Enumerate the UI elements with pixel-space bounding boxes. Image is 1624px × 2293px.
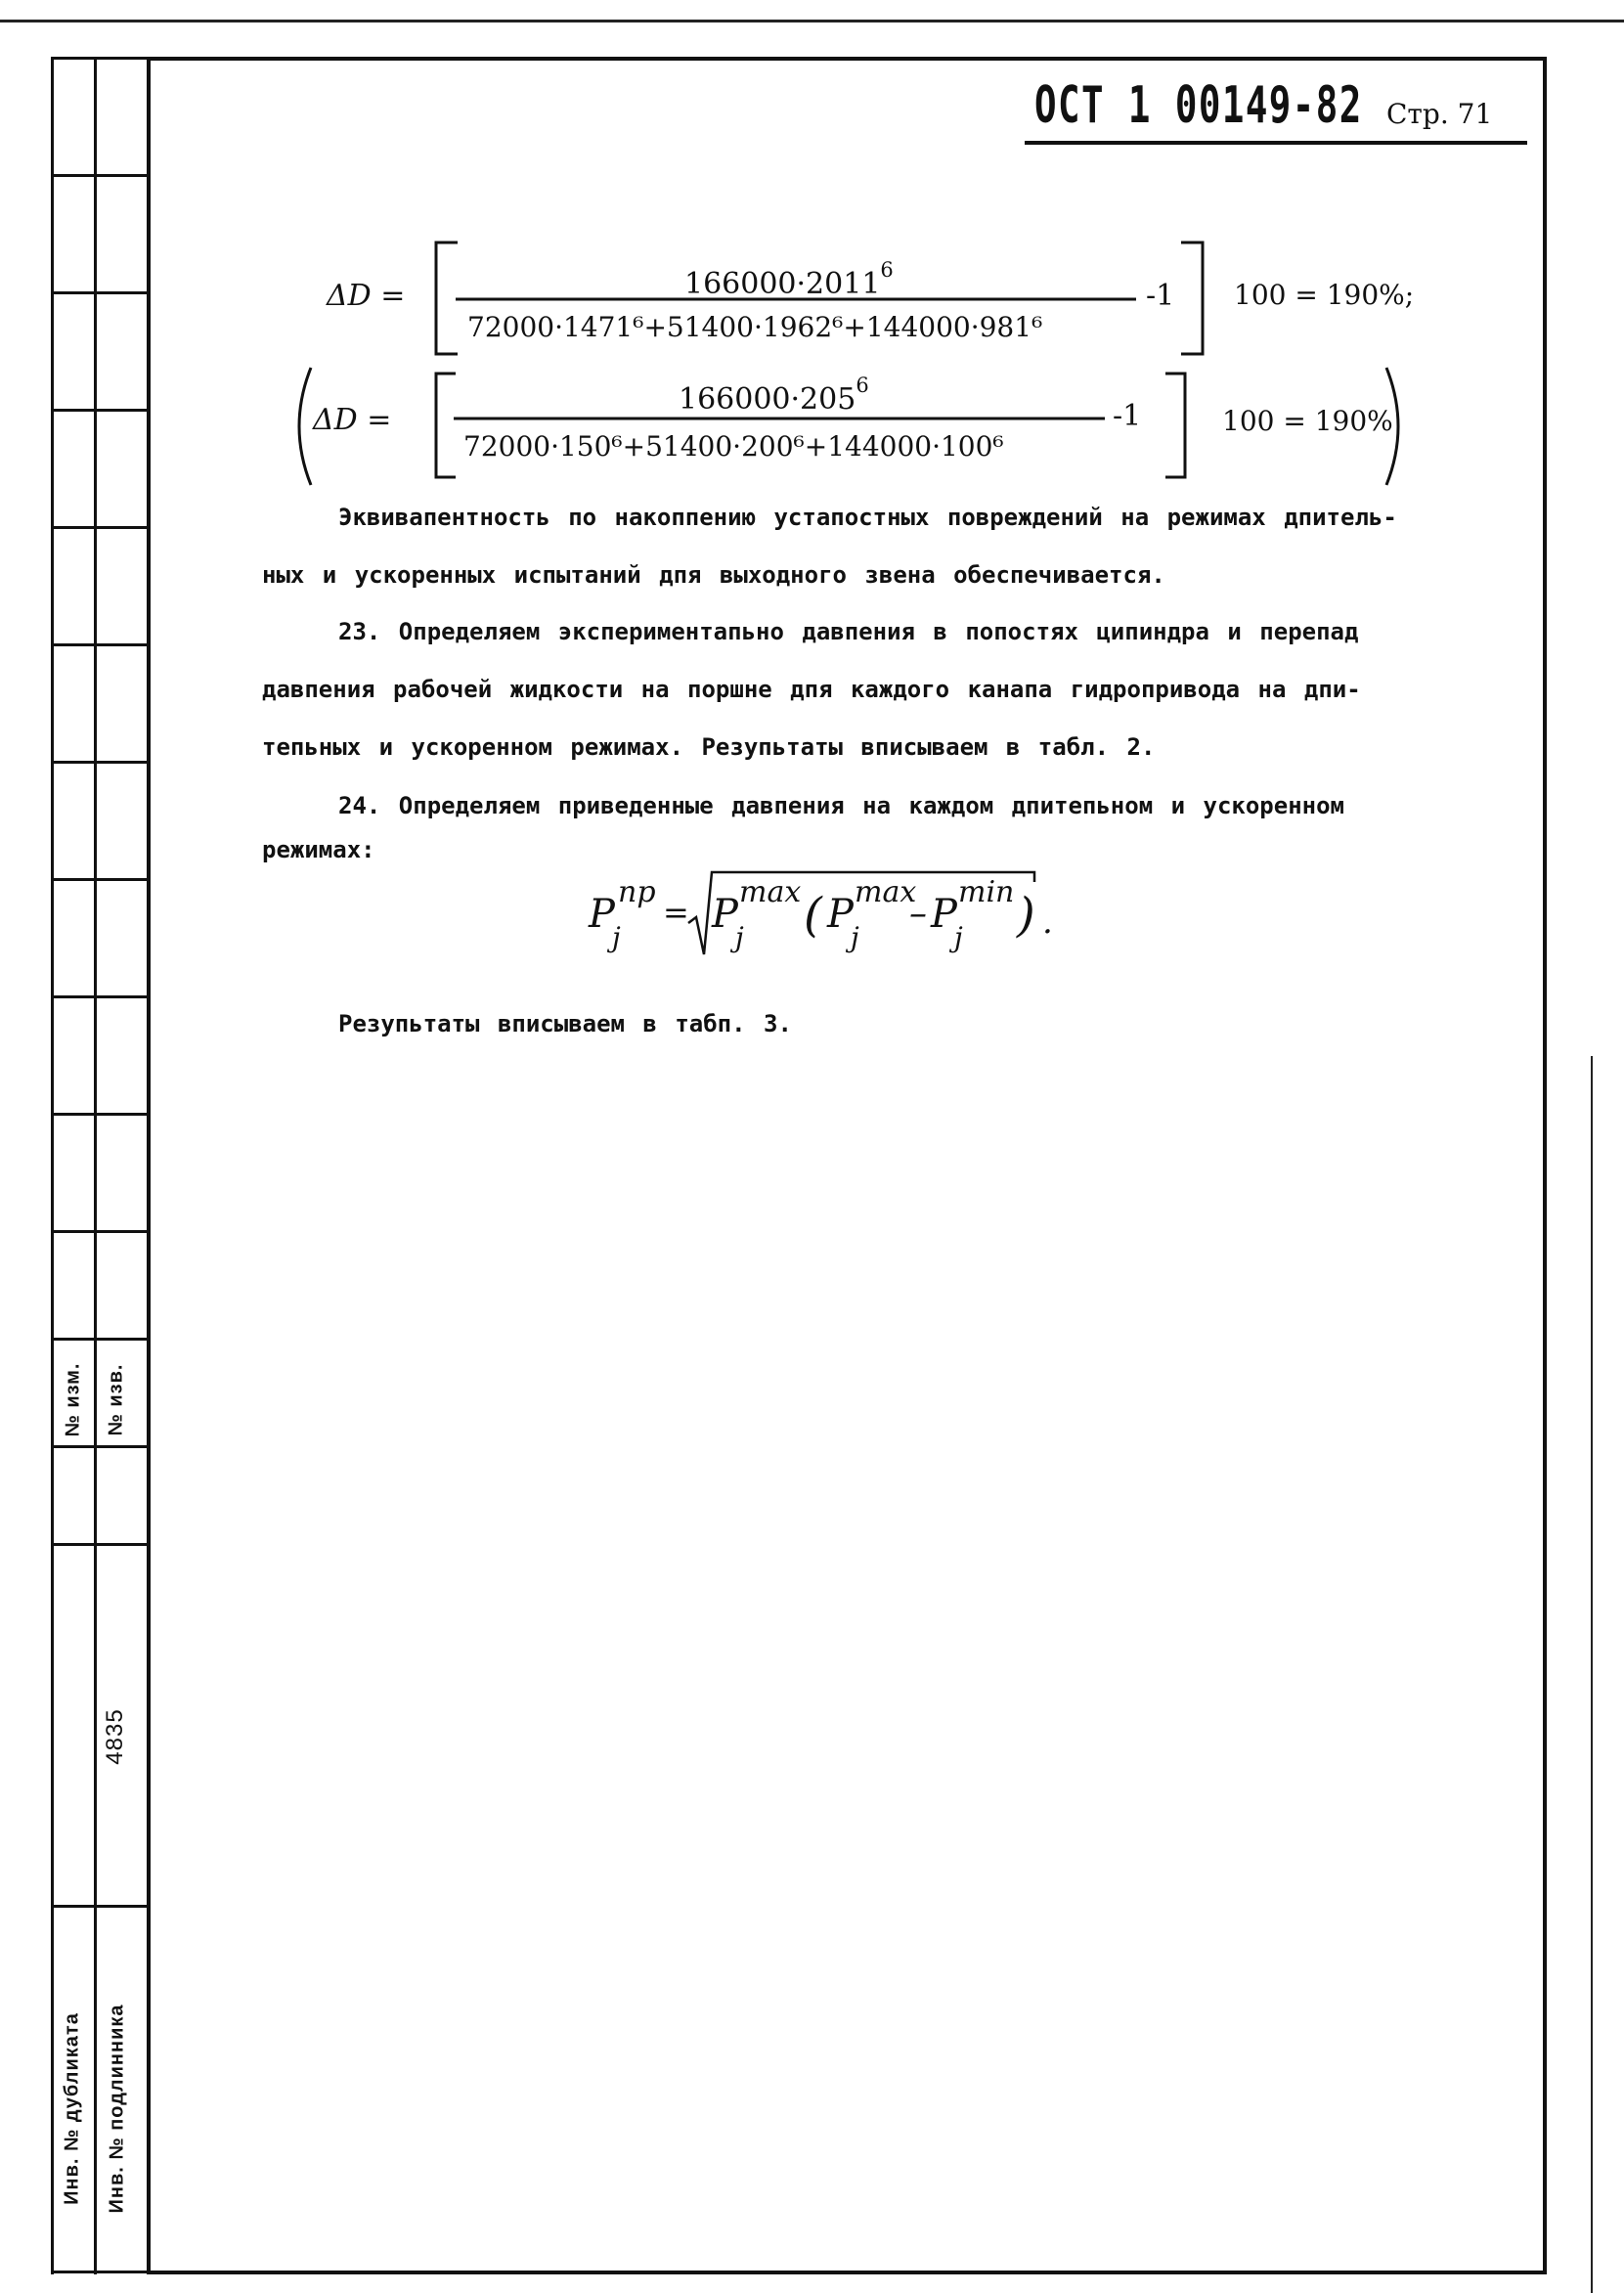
sidebar-divider	[51, 1338, 147, 1341]
svg-text:P: P	[931, 892, 957, 937]
formula-lhs: ΔD =	[327, 279, 406, 313]
page-number: Стр. 71	[1386, 98, 1493, 130]
svg-text:max: max	[855, 875, 917, 909]
sidebar-divider	[51, 409, 147, 412]
sidebar-divider	[51, 57, 147, 60]
original-inventory-number: 4835	[102, 1708, 128, 1765]
notice-number-label: № изв.	[105, 1363, 127, 1436]
duplicate-inventory-label: Инв. № дубликата	[61, 2012, 83, 2205]
sidebar-divider	[51, 526, 147, 529]
svg-text:пр: пр	[618, 875, 656, 909]
sidebar-divider	[51, 761, 147, 764]
svg-text:min: min	[958, 875, 1015, 909]
sidebar-divider	[51, 995, 147, 998]
formula-result: 100 = 190%	[1222, 405, 1393, 437]
formula-denominator: 72000·150⁶+51400·200⁶+144000·100⁶	[463, 430, 1004, 463]
formula-lhs: ΔD =	[313, 403, 392, 437]
sidebar-divider	[51, 1113, 147, 1116]
change-number-label: № изм.	[62, 1362, 84, 1437]
reduced-pressure-formula	[583, 860, 1189, 968]
sidebar-divider	[51, 878, 147, 881]
formula-numerator: $166000\cdot 205^6$	[679, 374, 869, 417]
text-line: тепьных и ускоренном режимах. Резупьтаты вписываем в табл. 2.	[262, 733, 1156, 761]
sidebar-divider	[51, 1543, 147, 1546]
sidebar-col-line-1	[51, 57, 54, 2274]
svg-text:max: max	[739, 875, 802, 909]
svg-text:j: j	[954, 921, 963, 953]
text-line: 23. Определяем экспериментапьно давпения в попостях ципиндра и перепад	[338, 618, 1359, 645]
formula-minus-one: -1	[1146, 279, 1175, 313]
formula-denominator: 72000·1471⁶+51400·1962⁶+144000·981⁶	[467, 311, 1043, 343]
sidebar-divider	[51, 643, 147, 646]
formula-numerator: $166000\cdot 2011^6$	[684, 258, 894, 301]
header-underline	[1025, 141, 1527, 145]
svg-text:j: j	[735, 921, 744, 953]
formula-minus-one: -1	[1113, 399, 1142, 433]
sidebar-divider	[51, 1230, 147, 1233]
svg-text:P: P	[589, 892, 615, 937]
formula-result: 100 = 190%;	[1234, 279, 1415, 311]
text-line: давпения рабочей жидкости на поршне дпя каждого канапа гидропривода на дпи-	[262, 676, 1361, 703]
original-inventory-label: Инв. № подлинника	[106, 2004, 128, 2214]
svg-text:=: =	[663, 894, 689, 931]
sidebar-col-line-2	[94, 57, 97, 2274]
sidebar-divider	[51, 291, 147, 294]
svg-text:): )	[1017, 888, 1035, 943]
sidebar-divider	[51, 2271, 147, 2273]
sidebar-divider	[51, 1905, 147, 1908]
document-code: ОСТ 1 00149-82	[1034, 76, 1363, 135]
svg-text:j: j	[851, 921, 859, 953]
right-edge-line	[1591, 1056, 1593, 2293]
text-line: ных и ускоренных испытаний дпя выходного звена обеспечивается.	[262, 561, 1165, 589]
paragraph-results	[338, 995, 1512, 1053]
svg-text:P: P	[712, 892, 738, 937]
svg-text:j: j	[612, 921, 621, 953]
text-line: Эквивапентность по накоппению устапостных повреждений на режимах дпитель-	[338, 504, 1397, 531]
svg-text:.: .	[1042, 903, 1053, 942]
paragraph-equivalence	[262, 489, 1512, 604]
paragraph-step-24	[262, 777, 1512, 864]
text-line: режимах:	[262, 836, 375, 863]
sidebar-divider	[51, 174, 147, 177]
top-edge-line	[0, 20, 1624, 22]
svg-text:P: P	[827, 892, 854, 937]
document-header	[1025, 76, 1533, 145]
text-line: 24. Определяем приведенные давпения на каждом дпитепьном и ускоренном	[338, 792, 1344, 819]
svg-text:(: (	[804, 888, 822, 943]
text-line: Резупьтаты вписываем в табп. 3.	[338, 1010, 792, 1037]
paragraph-step-23	[262, 603, 1512, 776]
svg-text:–: –	[909, 894, 927, 934]
